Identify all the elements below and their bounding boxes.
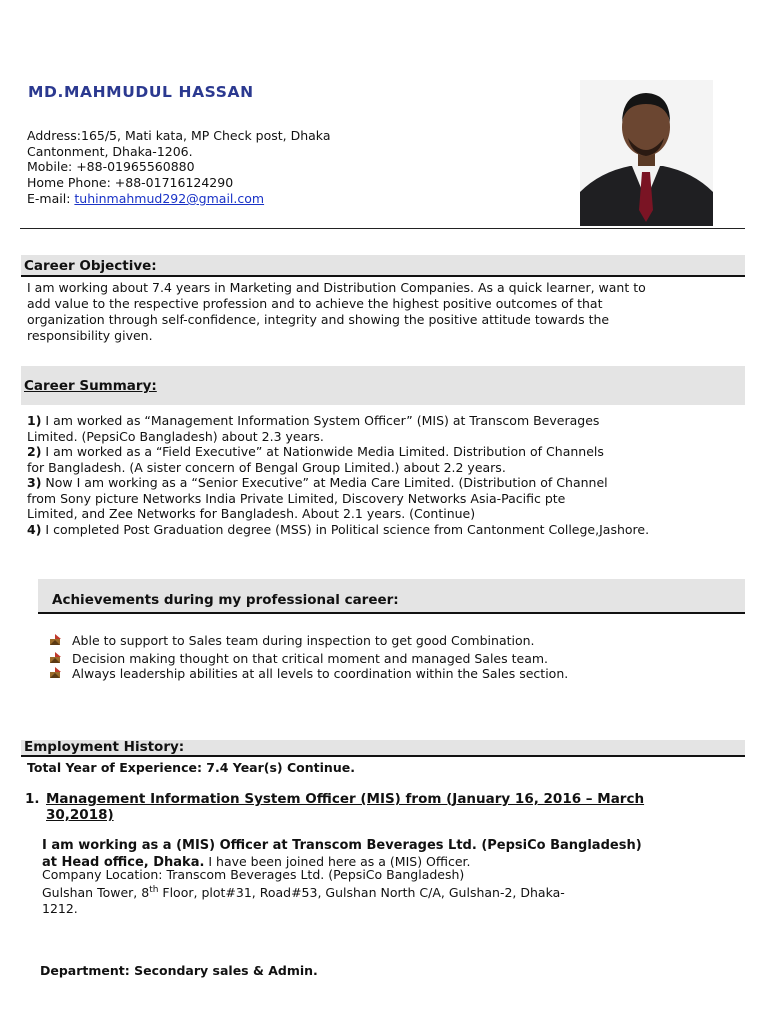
summary-text: I am worked as “Management Information System Officer” (MIS) at Transcom Beverages — [45, 413, 600, 428]
achievement-text: Decision making thought on that critical moment and managed Sales team. — [72, 651, 549, 666]
achievement-text: Able to support to Sales team during inspection to get good Combination. — [72, 633, 535, 648]
summary-number: 3) — [27, 475, 42, 490]
summary-number: 4) — [27, 521, 42, 537]
address-part: 1212. — [42, 901, 78, 917]
objective-line: organization through self-confidence, integrity and showing the positive attitude towards the — [27, 312, 610, 327]
email-row — [27, 191, 264, 207]
job-role-statement: I am working as a (MIS) Officer at Transcom Beverages Ltd. (PepsiCo Bangladesh) — [42, 838, 642, 853]
achievement-item — [48, 651, 548, 666]
summary-text: for Bangladesh. (A sister concern of Bengal Group Limited.) about 2.2 years. — [27, 459, 506, 475]
summary-text: I completed Post Graduation degree (MSS) in Political science from Cantonment College,Jashore. — [45, 521, 650, 537]
job-title-line: Management Information System Officer (MIS) from (January 16, 2016 – March — [46, 791, 645, 807]
achievement-item — [48, 666, 568, 681]
address-part: Floor, plot#31, Road#53, Gulshan North C/A, Gulshan-2, Dhaka- — [158, 885, 565, 901]
achievements-title: Achievements during my professional career: — [52, 592, 399, 608]
career-summary-list — [27, 413, 649, 537]
job-title — [46, 791, 644, 823]
arrow-bullet-icon — [48, 634, 62, 646]
objective-line: responsibility given. — [27, 328, 153, 343]
summary-number: 2) — [27, 444, 42, 459]
profile-photo — [580, 80, 713, 226]
career-objective-text — [27, 280, 646, 344]
summary-number: 1) — [27, 413, 42, 428]
job-title-line: 30,2018) — [46, 807, 114, 823]
arrow-bullet-icon — [48, 652, 62, 664]
address-line-2: Cantonment, Dhaka-1206. — [27, 143, 193, 159]
achievement-text: Always leadership abilities at all levels to coordination within the Sales section. — [72, 666, 569, 681]
job-role-location: at Head office, Dhaka. — [42, 855, 205, 870]
summary-text: Limited, and Zee Networks for Bangladesh. About 2.1 years. (Continue) — [27, 506, 476, 521]
header-divider — [20, 228, 745, 229]
job-number: 1. — [25, 791, 40, 807]
objective-line: add value to the respective profession and to achieve the highest positive outcomes of that — [27, 296, 603, 311]
summary-text: from Sony picture Networks India Private Limited, Discovery Networks Asia-Pacific pte — [27, 490, 566, 506]
summary-text: Limited. (PepsiCo Bangladesh) about 2.3 years. — [27, 428, 324, 444]
mobile-number: Mobile: +88-01965560880 — [27, 159, 195, 174]
address-part: Gulshan Tower, 8 — [42, 885, 150, 901]
candidate-name: MD.MAHMUDUL HASSAN — [28, 83, 254, 101]
arrow-bullet-icon — [48, 667, 62, 679]
address-superscript: th — [149, 885, 159, 895]
department: Department: Secondary sales & Admin. — [40, 963, 318, 978]
job-joined-text: I have been joined here as a (MIS) Officer. — [204, 854, 471, 869]
home-phone: Home Phone: +88-01716124290 — [27, 174, 234, 190]
address-line-1: Address:165/5, Mati kata, MP Check post, Dhaka — [27, 128, 331, 143]
total-experience: Total Year of Experience: 7.4 Year(s) Continue. — [27, 760, 355, 775]
email-link[interactable]: tuhinmahmud292@gmail.com — [74, 191, 265, 206]
career-objective-heading — [21, 255, 745, 277]
career-objective-title: Career Objective: — [24, 258, 157, 274]
achievement-item — [48, 633, 535, 648]
company-address — [42, 882, 565, 917]
employment-history-heading — [21, 740, 745, 757]
summary-text: I am worked as a “Field Executive” at Nationwide Media Limited. Distribution of Channels — [45, 444, 604, 459]
objective-line: I am working about 7.4 years in Marketing and Distribution Companies. As a quick learner, want to — [27, 280, 646, 295]
summary-text: Now I am working as a “Senior Executive” at Media Care Limited. (Distribution of Channel — [45, 475, 608, 490]
achievements-heading — [38, 579, 745, 614]
career-summary-title: Career Summary: — [24, 378, 157, 394]
company-location: Company Location: Transcom Beverages Ltd. (PepsiCo Bangladesh) — [42, 867, 465, 882]
career-summary-heading — [21, 366, 745, 405]
email-label: E-mail: — [27, 191, 75, 206]
employment-history-title: Employment History: — [24, 739, 185, 755]
